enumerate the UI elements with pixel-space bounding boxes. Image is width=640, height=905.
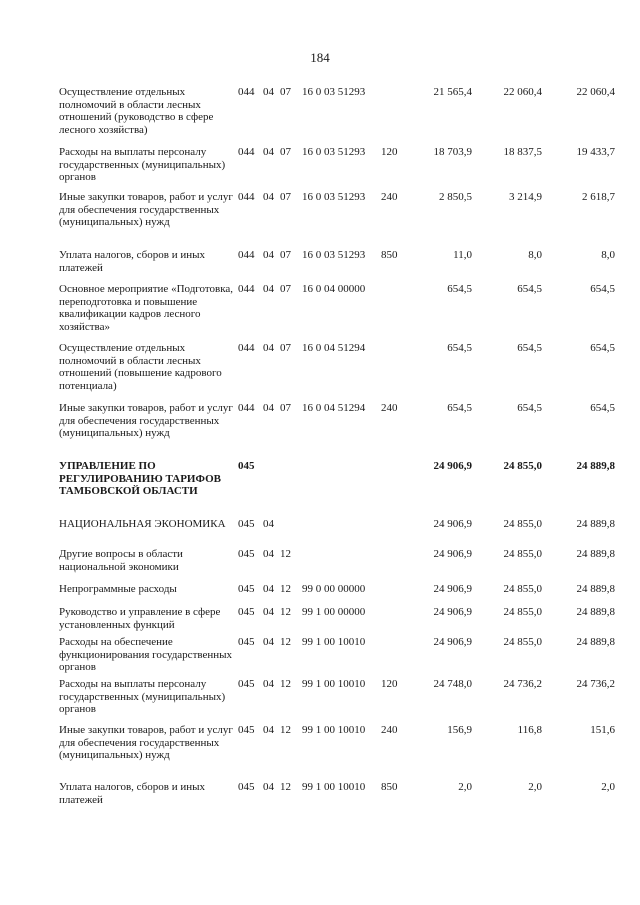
row-name: Иные закупки товаров, работ и услуг для обеспечения государственных (муниципальных) нужд xyxy=(59,191,233,228)
amount-year-3: 8,0 xyxy=(601,249,615,261)
amount-year-1: 24 906,9 xyxy=(433,460,472,472)
amount-year-2: 654,5 xyxy=(517,283,542,295)
grbs-code: 044 xyxy=(238,146,255,158)
subsection-code: 07 xyxy=(280,402,291,414)
grbs-code: 045 xyxy=(238,781,255,793)
target-article-code: 16 0 03 51293 xyxy=(302,249,366,261)
subsection-code: 12 xyxy=(280,548,291,560)
table-row xyxy=(59,191,615,229)
amount-year-2: 8,0 xyxy=(528,249,542,261)
table-row xyxy=(59,606,615,631)
row-name: Уплата налогов, сборов и иных платежей xyxy=(59,781,206,806)
expense-type-code: 120 xyxy=(381,146,398,158)
row-name: Уплата налогов, сборов и иных платежей xyxy=(59,249,206,274)
table-row xyxy=(59,678,615,716)
page-number: 184 xyxy=(310,50,330,65)
subsection-code: 12 xyxy=(280,678,291,690)
amount-year-1: 24 906,9 xyxy=(433,548,472,560)
amount-year-3: 2,0 xyxy=(601,781,615,793)
target-article-code: 99 1 00 00000 xyxy=(302,606,366,618)
row-name: Осуществление отдельных полномочий в области лесных отношений (повышение кадрового потенциала) xyxy=(59,342,222,392)
amount-year-3: 24 889,8 xyxy=(576,518,615,530)
row-name: Иные закупки товаров, работ и услуг для обеспечения государственных (муниципальных) нужд xyxy=(59,724,233,761)
row-name: Иные закупки товаров, работ и услуг для обеспечения государственных (муниципальных) нужд xyxy=(59,402,233,439)
expense-type-code: 120 xyxy=(381,678,398,690)
table-row xyxy=(59,283,615,333)
section-code: 04 xyxy=(263,146,274,158)
amount-year-3: 24 889,8 xyxy=(576,636,615,648)
grbs-code: 044 xyxy=(238,342,255,354)
amount-year-3: 654,5 xyxy=(590,402,615,414)
table-row xyxy=(59,724,615,762)
amount-year-2: 24 855,0 xyxy=(503,636,542,648)
grbs-code: 044 xyxy=(238,86,255,98)
subsection-code: 12 xyxy=(280,636,291,648)
section-code: 04 xyxy=(263,636,274,648)
amount-year-2: 654,5 xyxy=(517,402,542,414)
table-row xyxy=(59,342,615,392)
row-name: НАЦИОНАЛЬНАЯ ЭКОНОМИКА xyxy=(59,518,226,530)
grbs-code: 044 xyxy=(238,402,255,414)
expense-type-code: 240 xyxy=(381,724,398,736)
section-code: 04 xyxy=(263,283,274,295)
target-article-code: 16 0 04 51294 xyxy=(302,402,366,414)
amount-year-2: 3 214,9 xyxy=(509,191,542,203)
amount-year-1: 24 748,0 xyxy=(433,678,472,690)
subsection-code: 07 xyxy=(280,146,291,158)
table-row xyxy=(59,146,615,184)
amount-year-3: 24 889,8 xyxy=(576,583,615,595)
amount-year-3: 24 889,8 xyxy=(576,606,615,618)
target-article-code: 16 0 03 51293 xyxy=(302,86,366,98)
target-article-code: 99 0 00 00000 xyxy=(302,583,366,595)
subsection-code: 07 xyxy=(280,191,291,203)
expense-type-code: 850 xyxy=(381,249,398,261)
amount-year-2: 116,8 xyxy=(517,724,542,736)
table-row xyxy=(59,583,615,596)
target-article-code: 16 0 04 51294 xyxy=(302,342,366,354)
target-article-code: 99 1 00 10010 xyxy=(302,678,366,690)
table-row xyxy=(59,460,615,498)
row-name: Непрограммные расходы xyxy=(59,583,177,595)
amount-year-2: 22 060,4 xyxy=(503,86,542,98)
amount-year-1: 11,0 xyxy=(453,249,472,261)
amount-year-3: 24 889,8 xyxy=(576,460,615,472)
grbs-code: 045 xyxy=(238,460,255,472)
amount-year-1: 24 906,9 xyxy=(433,606,472,618)
amount-year-3: 19 433,7 xyxy=(576,146,615,158)
amount-year-1: 654,5 xyxy=(447,402,472,414)
subsection-code: 12 xyxy=(280,724,291,736)
grbs-code: 044 xyxy=(238,283,255,295)
amount-year-3: 654,5 xyxy=(590,283,615,295)
row-name: Осуществление отдельных полномочий в области лесных отношений (руководство в сфере лесного хозяйства) xyxy=(59,86,214,136)
amount-year-2: 24 855,0 xyxy=(503,518,542,530)
amount-year-2: 24 855,0 xyxy=(503,460,542,472)
amount-year-3: 24 889,8 xyxy=(576,548,615,560)
amount-year-1: 2 850,5 xyxy=(439,191,472,203)
amount-year-3: 654,5 xyxy=(590,342,615,354)
section-code: 04 xyxy=(263,678,274,690)
grbs-code: 044 xyxy=(238,249,255,261)
amount-year-1: 21 565,4 xyxy=(433,86,472,98)
amount-year-2: 24 855,0 xyxy=(503,548,542,560)
subsection-code: 07 xyxy=(280,342,291,354)
subsection-code: 12 xyxy=(280,583,291,595)
section-code: 04 xyxy=(263,518,274,530)
amount-year-1: 654,5 xyxy=(447,342,472,354)
section-code: 04 xyxy=(263,191,274,203)
grbs-code: 045 xyxy=(238,636,255,648)
target-article-code: 99 1 00 10010 xyxy=(302,636,366,648)
row-name: Руководство и управление в сфере установленных функций xyxy=(59,606,221,631)
amount-year-2: 24 855,0 xyxy=(503,583,542,595)
grbs-code: 045 xyxy=(238,606,255,618)
target-article-code: 99 1 00 10010 xyxy=(302,724,366,736)
section-code: 04 xyxy=(263,583,274,595)
expense-type-code: 240 xyxy=(381,191,398,203)
grbs-code: 044 xyxy=(238,191,255,203)
subsection-code: 07 xyxy=(280,249,291,261)
grbs-code: 045 xyxy=(238,583,255,595)
section-code: 04 xyxy=(263,781,274,793)
subsection-code: 12 xyxy=(280,606,291,618)
row-name: Основное мероприятие «Подготовка, переподготовка и повышение квалификации кадров лесного хозяйства» xyxy=(59,283,234,333)
amount-year-3: 151,6 xyxy=(590,724,615,736)
target-article-code: 16 0 04 00000 xyxy=(302,283,366,295)
section-code: 04 xyxy=(263,342,274,354)
table-row xyxy=(59,636,615,674)
amount-year-2: 24 855,0 xyxy=(503,606,542,618)
target-article-code: 16 0 03 51293 xyxy=(302,146,366,158)
section-code: 04 xyxy=(263,402,274,414)
section-code: 04 xyxy=(263,724,274,736)
amount-year-1: 24 906,9 xyxy=(433,636,472,648)
row-name: Расходы на обеспечение функционирования государственных органов xyxy=(59,636,233,673)
amount-year-2: 24 736,2 xyxy=(503,678,542,690)
section-code: 04 xyxy=(263,606,274,618)
subsection-code: 07 xyxy=(280,283,291,295)
table-row xyxy=(59,402,615,440)
amount-year-2: 18 837,5 xyxy=(503,146,542,158)
section-code: 04 xyxy=(263,86,274,98)
row-name: Расходы на выплаты персоналу государственных (муниципальных) органов xyxy=(59,678,226,715)
table-row xyxy=(59,249,615,274)
amount-year-3: 24 736,2 xyxy=(576,678,615,690)
row-name: Расходы на выплаты персоналу государственных (муниципальных) органов xyxy=(59,146,226,183)
target-article-code: 16 0 03 51293 xyxy=(302,191,366,203)
subsection-code: 07 xyxy=(280,86,291,98)
section-code: 04 xyxy=(263,249,274,261)
amount-year-3: 22 060,4 xyxy=(576,86,615,98)
amount-year-1: 156,9 xyxy=(447,724,472,736)
amount-year-1: 2,0 xyxy=(458,781,472,793)
grbs-code: 045 xyxy=(238,548,255,560)
section-code: 04 xyxy=(263,548,274,560)
amount-year-2: 654,5 xyxy=(517,342,542,354)
expense-type-code: 240 xyxy=(381,402,398,414)
amount-year-3: 2 618,7 xyxy=(582,191,615,203)
amount-year-1: 24 906,9 xyxy=(433,583,472,595)
expense-type-code: 850 xyxy=(381,781,398,793)
table-row xyxy=(59,548,615,573)
subsection-code: 12 xyxy=(280,781,291,793)
amount-year-1: 24 906,9 xyxy=(433,518,472,530)
table-row xyxy=(59,781,615,806)
amount-year-1: 18 703,9 xyxy=(433,146,472,158)
amount-year-2: 2,0 xyxy=(528,781,542,793)
grbs-code: 045 xyxy=(238,678,255,690)
target-article-code: 99 1 00 10010 xyxy=(302,781,366,793)
table-row xyxy=(59,86,615,136)
grbs-code: 045 xyxy=(238,724,255,736)
table-row xyxy=(59,518,615,531)
amount-year-1: 654,5 xyxy=(447,283,472,295)
row-name: УПРАВЛЕНИЕ ПО РЕГУЛИРОВАНИЮ ТАРИФОВ ТАМБОВСКОЙ ОБЛАСТИ xyxy=(59,460,221,497)
grbs-code: 045 xyxy=(238,518,255,530)
row-name: Другие вопросы в области национальной экономики xyxy=(59,548,183,573)
